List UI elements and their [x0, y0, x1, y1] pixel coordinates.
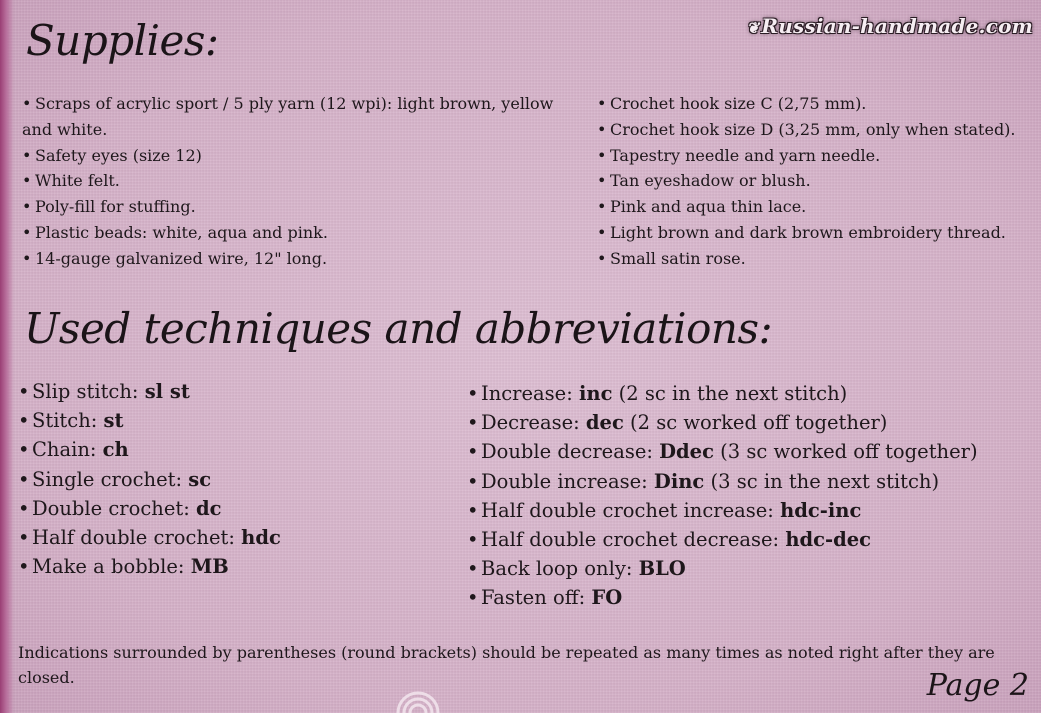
supply-text: Safety eyes (size 12) — [35, 145, 202, 165]
list-item — [467, 379, 978, 408]
technique-label: Make a bobble: — [32, 555, 191, 579]
techniques-list-left — [18, 377, 281, 581]
supplies-heading: Supplies: — [26, 16, 219, 65]
technique-label: Double decrease: — [481, 440, 660, 464]
list-item — [18, 406, 281, 435]
list-item — [597, 91, 1041, 117]
list-item — [597, 143, 1041, 169]
bullet-icon: • — [18, 555, 30, 579]
bullet-icon: • — [467, 528, 479, 552]
bullet-icon: • — [597, 248, 607, 268]
bullet-icon: • — [18, 526, 30, 550]
list-item — [18, 377, 281, 406]
technique-label: Stitch: — [32, 409, 104, 433]
technique-label: Increase: — [481, 382, 579, 405]
supply-text: Tan eyeshadow or blush. — [610, 171, 811, 191]
technique-label: Double crochet: — [32, 496, 196, 520]
technique-abbreviation: hdc-dec — [785, 528, 872, 552]
bullet-icon: • — [467, 557, 479, 581]
bullet-icon: • — [18, 380, 30, 403]
supply-text: Crochet hook size C (2,75 mm). — [610, 94, 867, 113]
technique-abbreviation: FO — [591, 586, 623, 610]
flourish-icon: ❦ — [746, 19, 760, 37]
technique-label: Back loop only: — [481, 557, 639, 581]
technique-label: Decrease: — [481, 411, 586, 435]
technique-abbreviation: ch — [102, 438, 129, 462]
list-item — [467, 525, 978, 554]
technique-label: Slip stitch: — [32, 380, 145, 403]
bullet-icon: • — [467, 411, 479, 435]
bullet-icon: • — [18, 409, 30, 433]
bullet-icon: • — [18, 496, 30, 520]
technique-note: (2 sc worked off together) — [623, 411, 888, 435]
techniques-list-right — [467, 379, 978, 613]
list-item — [467, 554, 978, 583]
bullet-icon: • — [22, 197, 32, 217]
technique-abbreviation: inc — [579, 382, 613, 405]
supply-text: White felt. — [35, 171, 120, 191]
list-item — [597, 117, 1041, 143]
techniques-heading: Used techniques and abbreviations: — [24, 304, 773, 353]
supply-text: Pink and aqua thin lace. — [610, 197, 807, 217]
technique-abbreviation: BLO — [638, 557, 686, 581]
list-item — [467, 408, 978, 437]
technique-label: Half double crochet increase: — [481, 498, 781, 522]
bullet-icon: • — [18, 438, 30, 462]
bullet-icon: • — [467, 440, 479, 464]
watermark — [747, 14, 1033, 38]
bullet-icon: • — [22, 94, 32, 113]
bullet-icon: • — [22, 171, 32, 191]
technique-abbreviation: hdc — [241, 526, 281, 550]
list-item — [467, 437, 978, 466]
list-item — [18, 552, 281, 581]
list-item — [467, 496, 978, 525]
technique-label: Single crochet: — [32, 467, 189, 491]
technique-abbreviation: sc — [188, 467, 212, 491]
list-item — [22, 246, 567, 272]
technique-label: Half double crochet: — [32, 526, 242, 550]
repeat-instructions-note: Indications surrounded by parentheses (round brackets) should be repeated as many times as noted right after they are closed. — [18, 643, 995, 687]
page-left-edge-decoration — [0, 0, 14, 713]
technique-note: (3 sc worked off together) — [713, 440, 978, 464]
technique-note: (2 sc in the next stitch) — [612, 382, 848, 405]
list-item — [22, 220, 567, 246]
list-item — [597, 246, 1041, 272]
list-item — [18, 465, 281, 494]
list-item — [18, 523, 281, 552]
bullet-icon: • — [597, 145, 607, 165]
list-item — [597, 194, 1041, 220]
list-item — [597, 168, 1041, 194]
supply-text: Scraps of acrylic sport / 5 ply yarn (12 wpi): light brown, yellow and white. — [22, 94, 554, 139]
supplies-list-left — [22, 91, 567, 272]
bullet-icon: • — [22, 248, 32, 268]
supply-text: Small satin rose. — [610, 248, 746, 268]
technique-label: Double increase: — [481, 469, 654, 493]
technique-label: Fasten off: — [481, 586, 592, 610]
bullet-icon: • — [597, 119, 607, 139]
list-item — [597, 220, 1041, 246]
watermark-text: Russian-handmade.com — [761, 14, 1033, 38]
bullet-icon: • — [597, 171, 607, 191]
supply-text: 14-gauge galvanized wire, 12" long. — [35, 248, 328, 268]
supplies-list-right — [597, 91, 1041, 272]
supply-text: Plastic beads: white, aqua and pink. — [35, 222, 328, 242]
list-item — [22, 194, 567, 220]
bullet-icon: • — [467, 382, 479, 405]
bullet-icon: • — [22, 145, 32, 165]
page-number: Page 2 — [926, 668, 1029, 703]
bullet-icon: • — [18, 467, 30, 491]
technique-abbreviation: dec — [585, 411, 624, 435]
technique-note: (3 sc in the next stitch) — [704, 469, 940, 493]
technique-abbreviation: MB — [190, 555, 229, 579]
bullet-icon: • — [467, 469, 479, 493]
bullet-icon: • — [597, 222, 607, 242]
technique-abbreviation: dc — [196, 496, 222, 520]
technique-abbreviation: Ddec — [659, 440, 714, 464]
technique-label: Chain: — [32, 438, 103, 462]
technique-abbreviation: st — [103, 409, 124, 433]
bullet-icon: • — [597, 197, 607, 217]
audio-waves-icon — [396, 688, 446, 713]
technique-abbreviation: hdc-inc — [780, 498, 862, 522]
technique-abbreviation: Dinc — [653, 469, 705, 493]
list-item — [18, 435, 281, 464]
list-item — [18, 494, 281, 523]
bullet-icon: • — [467, 498, 479, 522]
technique-label: Half double crochet decrease: — [481, 528, 786, 552]
supply-text: Light brown and dark brown embroidery thread. — [610, 222, 1006, 242]
bullet-icon: • — [467, 586, 479, 610]
list-item — [467, 583, 978, 612]
supply-text: Crochet hook size D (3,25 mm, only when stated). — [610, 119, 1016, 139]
supply-text: Tapestry needle and yarn needle. — [610, 145, 881, 165]
list-item — [22, 168, 567, 194]
list-item — [22, 91, 567, 143]
bullet-icon: • — [597, 94, 607, 113]
list-item — [467, 467, 978, 496]
list-item — [22, 143, 567, 169]
bullet-icon: • — [22, 222, 32, 242]
technique-abbreviation: sl st — [144, 380, 190, 403]
supply-text: Poly-fill for stuffing. — [35, 197, 196, 217]
